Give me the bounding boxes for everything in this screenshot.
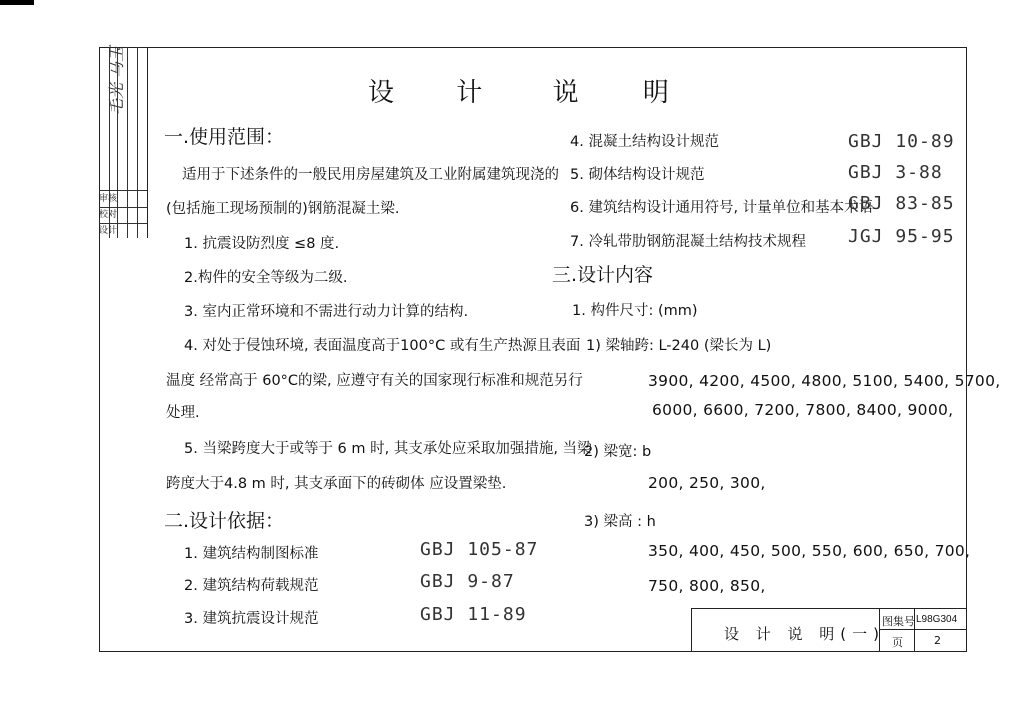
scope-item: 跨度大于4.8 m 时, 其支承面下的砖砌体 应设置梁垫. (166, 476, 507, 492)
strip-cell-design: 设计 (99, 226, 118, 236)
reference-label: 5. 砌体结构设计规范 (570, 167, 705, 183)
reference-code: GBJ 9-87 (420, 571, 515, 592)
reference-code: GBJ 83-85 (848, 193, 955, 214)
atlas-number: L98G304 (916, 614, 958, 625)
reference-code: GBJ 10-89 (848, 131, 955, 152)
atlas-label: 图集号 (882, 615, 915, 628)
scope-item: 3. 室内正常环境和不需进行动力计算的结构. (184, 304, 469, 320)
strip-cell-check: 校对 (99, 210, 118, 220)
width-values: 200, 250, 300, (648, 474, 766, 492)
reference-code: JGJ 95-95 (848, 226, 955, 247)
strip-line (137, 47, 138, 238)
height-label: 3) 梁高 : h (584, 514, 656, 530)
handwritten-signature: 毛光 马玉 (107, 45, 126, 115)
scope-item: 5. 当梁跨度大于或等于 6 m 时, 其支承处应采取加强措施, 当梁 (184, 441, 592, 457)
content-item: 1. 构件尺寸: (mm) (572, 303, 698, 319)
span-values: 6000, 6600, 7200, 7800, 8400, 9000, (652, 401, 954, 419)
reference-label: 6. 建筑结构设计通用符号, 计量单位和基本术语 (570, 200, 874, 216)
title-block (691, 608, 967, 652)
reference-label: 3. 建筑抗震设计规范 (184, 611, 319, 627)
height-values: 750, 800, 850, (648, 577, 766, 595)
strip-line (99, 190, 147, 191)
scope-item: 1. 抗震设防烈度 ≤8 度. (184, 236, 340, 252)
reference-code: GBJ 11-89 (420, 604, 527, 625)
title-char: 说 (552, 78, 579, 108)
section-heading-scope: 一.使用范围： (164, 126, 285, 148)
page-title (368, 72, 669, 109)
scope-intro-line: 适用于下述条件的一般民用房屋建筑及工业附属建筑现浇的 (182, 167, 559, 183)
section-heading-content: 三.设计内容 (552, 264, 654, 286)
span-values: 3900, 4200, 4500, 4800, 5100, 5400, 5700, (648, 372, 1001, 390)
scope-item: 2.构件的安全等级为二级. (184, 270, 348, 286)
reference-label: 1. 建筑结构制图标准 (184, 546, 319, 562)
page-number: 2 (934, 634, 941, 647)
reference-label: 7. 冷轧带肋钢筋混凝土结构技术规程 (570, 234, 806, 250)
title-char: 明 (642, 78, 669, 108)
reference-code: GBJ 3-88 (848, 162, 943, 183)
width-label: 2) 梁宽: b (584, 444, 652, 460)
page-label: 页 (892, 636, 903, 649)
reference-label: 4. 混凝土结构设计规范 (570, 134, 719, 150)
section-heading-basis: 二.设计依据： (164, 510, 285, 532)
reference-label: 2. 建筑结构荷载规范 (184, 578, 319, 594)
title-block-line (879, 629, 967, 630)
corner-mark (0, 0, 34, 5)
strip-line (127, 47, 128, 238)
sheet-name: 设 计 说 明(一) (724, 625, 886, 643)
scope-item: 处理. (166, 405, 200, 421)
reference-code: GBJ 105-87 (420, 539, 539, 560)
strip-line (99, 207, 147, 208)
scope-item: 4. 对处于侵蚀环境, 表面温度高于100°C 或有生产热源且表面 (184, 338, 581, 354)
scope-intro-line: (包括施工现场预制的)钢筋混凝土梁. (166, 201, 400, 217)
strip-cell-review: 审核 (99, 194, 118, 204)
scope-item: 温度 经常高于 60°C的梁, 应遵守有关的国家现行标准和规范另行 (166, 373, 583, 389)
strip-line (99, 223, 147, 224)
title-char: 设 (368, 78, 395, 108)
title-char: 计 (456, 78, 483, 108)
height-values: 350, 400, 450, 500, 550, 600, 650, 700, (648, 542, 971, 560)
span-label: 1) 梁轴跨: L-240 (梁长为 L) (586, 338, 772, 354)
